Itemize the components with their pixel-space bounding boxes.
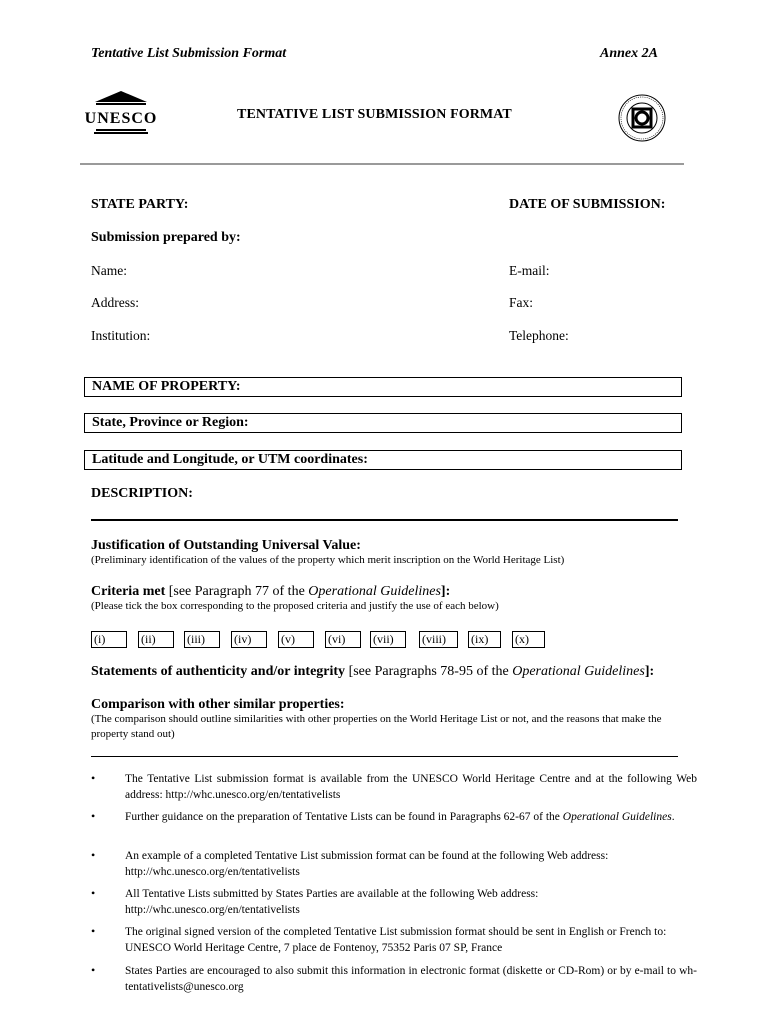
name-label: Name: — [91, 263, 127, 278]
state-province-field[interactable] — [84, 413, 682, 433]
criterion-label: (v) — [281, 632, 295, 646]
bullet-text-2 — [125, 809, 697, 825]
comparison-title: Comparison with other similar properties: — [91, 697, 345, 712]
institution-label: Institution: — [91, 328, 151, 343]
address-label: Address: — [91, 295, 139, 310]
criterion-checkbox-ii[interactable] — [138, 631, 174, 648]
authenticity-rest: [see Paragraphs 78-95 of the — [345, 664, 513, 679]
unesco-logo-text: UNESCO — [84, 110, 158, 127]
state-party-label: STATE PARTY: — [91, 197, 189, 212]
bullet-text-3: An example of a completed Tentative List submission format can be found at the following Web address: http://whc.unesco.org/en/tentativelists — [125, 850, 609, 878]
criteria-title-italic: Operational Guidelines — [308, 584, 441, 599]
lat-long-label: Latitude and Longitude, or UTM coordinates: — [92, 452, 368, 467]
state-province-label: State, Province or Region: — [92, 415, 249, 430]
bullet-icon: • — [91, 886, 96, 900]
description-rule — [91, 519, 678, 521]
comparison-rule — [91, 756, 678, 757]
criteria-note: (Please tick the box corresponding to the proposed criteria and justify the use of each below) — [91, 600, 499, 612]
bullet-icon: • — [91, 809, 96, 823]
bullet-text-2-italic: Operational Guidelines — [562, 811, 672, 823]
criterion-checkbox-vi[interactable] — [325, 631, 361, 648]
bullet-text-1: The Tentative List submission format is available from the UNESCO World Heritage Centre and at the following Web address: http://whc.unesco.org/en/tentativelists — [125, 773, 697, 801]
criterion-checkbox-viii[interactable] — [419, 631, 458, 648]
bullet-text-5: The original signed version of the completed Tentative List submission format should be sent in English or French to: UNESCO World Heritage Centre, 7 place de Fontenoy, 75352 Paris 07 SP, France — [125, 926, 667, 954]
document-title: TENTATIVE LIST SUBMISSION FORMAT — [237, 107, 512, 122]
criterion-label: (vi) — [328, 632, 346, 646]
bullet-text-2-end: . — [671, 811, 675, 823]
bullet-icon: • — [91, 771, 96, 785]
justification-title: Justification of Outstanding Universal Value: — [91, 538, 361, 553]
criterion-checkbox-v[interactable] — [278, 631, 314, 648]
criterion-label: (iii) — [187, 632, 205, 646]
criterion-label: (i) — [94, 632, 106, 646]
criteria-title-end: ]: — [440, 584, 451, 599]
criterion-checkbox-vii[interactable] — [370, 631, 406, 648]
header-divider — [80, 163, 684, 165]
criterion-checkbox-iii[interactable] — [184, 631, 220, 648]
justification-note: (Preliminary identification of the values of the property which merit inscription on the World Heritage List) — [91, 554, 565, 566]
criterion-label: (iv) — [234, 632, 252, 646]
authenticity-end: ]: — [644, 664, 655, 679]
bullet-text-4: All Tentative Lists submitted by States Parties are available at the following Web address: http://whc.unesco.org/en/tentativelists — [125, 888, 539, 916]
criterion-checkbox-i[interactable] — [91, 631, 127, 648]
criterion-label: (vii) — [373, 632, 394, 646]
criterion-label: (x) — [515, 632, 529, 646]
criterion-checkbox-iv[interactable] — [231, 631, 267, 648]
criterion-label: (viii) — [422, 632, 446, 646]
email-label: E-mail: — [509, 263, 550, 278]
name-of-property-label: NAME OF PROPERTY: — [92, 379, 241, 394]
criterion-checkbox-ix[interactable] — [468, 631, 501, 648]
fax-label: Fax: — [509, 295, 534, 310]
description-label: DESCRIPTION: — [91, 486, 193, 501]
lat-long-field[interactable] — [84, 450, 682, 470]
world-heritage-emblem-icon — [617, 93, 667, 143]
bullet-icon: • — [91, 848, 96, 862]
criteria-title-bold: Criteria met — [91, 584, 166, 599]
date-of-submission-label: DATE OF SUBMISSION: — [509, 197, 666, 212]
criterion-label: (ii) — [141, 632, 156, 646]
prepared-by-label: Submission prepared by: — [91, 230, 241, 245]
criteria-title-rest: [see Paragraph 77 of the — [165, 584, 309, 599]
annex-label: Annex 2A — [600, 46, 658, 61]
criterion-checkbox-x[interactable] — [512, 631, 545, 648]
bullet-text-2-start: Further guidance on the preparation of Tentative Lists can be found in Paragraphs 62-67 of the — [125, 811, 563, 823]
name-of-property-field[interactable] — [84, 377, 682, 397]
authenticity-title — [91, 664, 654, 680]
bullet-icon: • — [91, 963, 96, 977]
bullet-icon: • — [91, 924, 96, 938]
running-header-title: Tentative List Submission Format — [91, 46, 287, 61]
bullet-text-6: States Parties are encouraged to also submit this information in electronic format (diskette or CD-Rom) or by e-mail to wh-tentativelists@unesco.org — [125, 965, 697, 993]
unesco-logo — [84, 90, 158, 134]
criterion-label: (ix) — [471, 632, 489, 646]
telephone-label: Telephone: — [509, 328, 569, 343]
criteria-title — [91, 584, 450, 600]
authenticity-bold: Statements of authenticity and/or integrity — [91, 664, 346, 679]
comparison-note: (The comparison should outline similarities with other properties on the World Heritage List or not, and the reasons that make the property stand out) — [91, 713, 662, 740]
authenticity-italic: Operational Guidelines — [512, 664, 645, 679]
